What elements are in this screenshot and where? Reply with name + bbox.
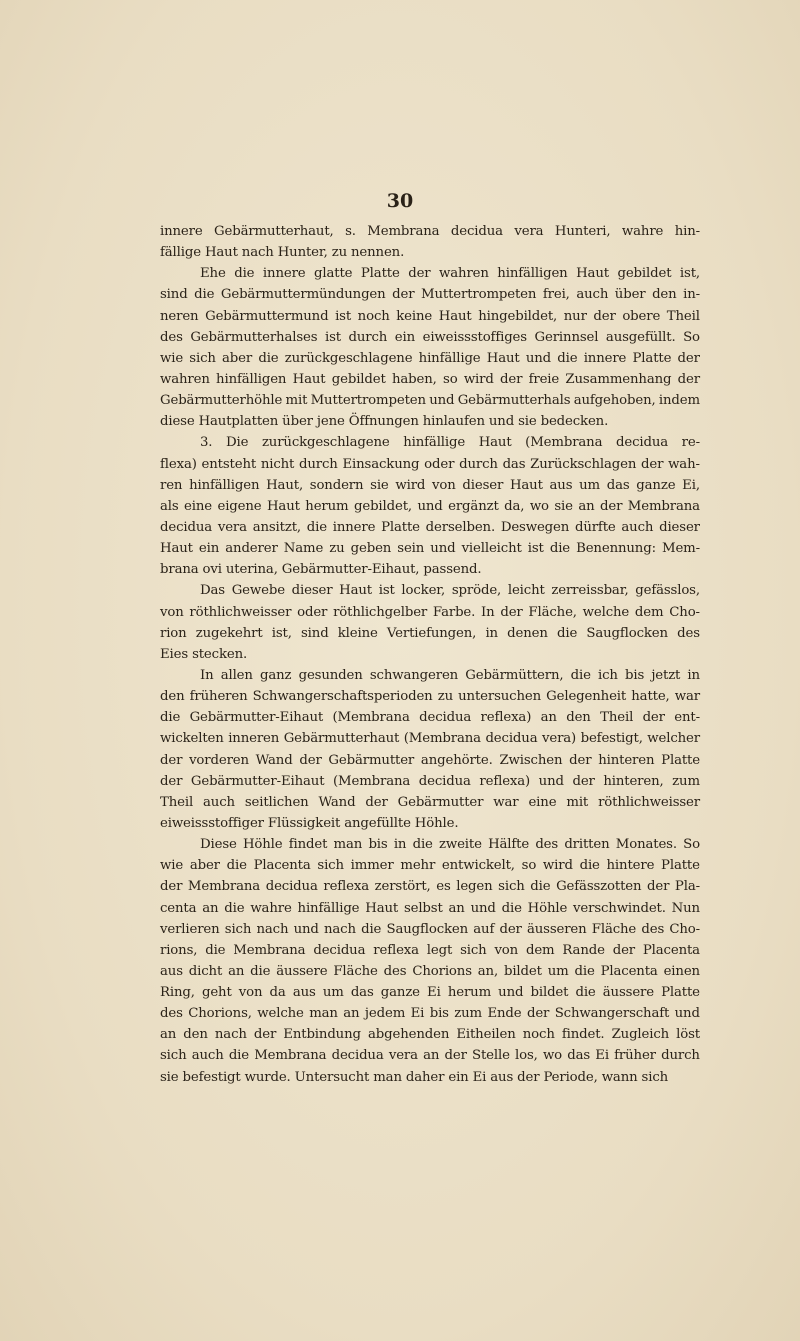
- text-line: centa an die wahre hinfällige Haut selbst an und die Höhle verschwindet. Nun: [160, 900, 700, 916]
- text-line: der Membrana decidua reflexa zerstört, es legen sich die Gefässzotten der Pla-: [160, 879, 700, 895]
- text-line: Diese Höhle findet man bis in die zweite Hälfte des dritten Monates. So: [200, 837, 700, 853]
- text-line: flexa) entsteht nicht durch Einsackung oder durch das Zurückschlagen der wah-: [160, 456, 700, 472]
- text-line: Ring, geht von da aus um das ganze Ei herum und bildet die äussere Platte: [160, 985, 700, 1001]
- text-line: ren hinfälligen Haut, sondern sie wird von dieser Haut aus um das ganze Ei,: [160, 477, 700, 493]
- text-line: wie aber die Placenta sich immer mehr entwickelt, so wird die hintere Platte: [160, 858, 700, 874]
- text-line: des Gebärmutterhalses ist durch ein eiweissstoffiges Gerinnsel ausgefüllt. So: [160, 329, 700, 345]
- text-line: wahren hinfälligen Haut gebildet haben, so wird der freie Zusammenhang der: [160, 371, 700, 387]
- text-line: decidua vera ansitzt, die innere Platte derselben. Deswegen dürfte auch dieser: [160, 519, 700, 535]
- text-line: 3. Die zurückgeschlagene hinfällige Haut (Membrana decidua re-: [200, 435, 700, 451]
- text-line: wickelten inneren Gebärmutterhaut (Membrana decidua vera) befestigt, welcher: [160, 731, 700, 747]
- text-line: der Gebärmutter-Eihaut (Membrana decidua reflexa) und der hinteren, zum: [160, 773, 700, 789]
- page-number: 30: [386, 190, 414, 212]
- text-line: wie sich aber die zurückgeschlagene hinfällige Haut und die innere Platte der: [160, 350, 700, 366]
- text-line: die Gebärmutter-Eihaut (Membrana decidua reflexa) an den Theil der ent-: [160, 710, 700, 726]
- text-line: Das Gewebe dieser Haut ist locker, spröde, leicht zerreissbar, gefässlos,: [200, 583, 700, 599]
- text-line: als eine eigene Haut herum gebildet, und ergänzt da, wo sie an der Membrana: [160, 498, 700, 514]
- text-line: sich auch die Membrana decidua vera an der Stelle los, wo das Ei früher durch: [160, 1048, 700, 1064]
- text-line: an den nach der Entbindung abgehenden Eitheilen noch findet. Zugleich löst: [160, 1027, 700, 1043]
- text-line: Ehe die innere glatte Platte der wahren hinfälligen Haut gebildet ist,: [200, 266, 700, 282]
- text-line: Eies stecken.: [160, 646, 248, 662]
- text-line: verlieren sich nach und nach die Saugflocken auf der äusseren Fläche des Cho-: [160, 921, 700, 937]
- text-line: sie befestigt wurde. Untersucht man daher ein Ei aus der Periode, wann sich: [160, 1069, 669, 1085]
- text-line: Gebärmutterhöhle mit Muttertrompeten und Gebärmutterhals aufgehoben, indem: [160, 393, 700, 409]
- text-line: fällige Haut nach Hunter, zu nennen.: [160, 245, 405, 261]
- text-line: innere Gebärmutterhaut, s. Membrana decidua vera Hunteri, wahre hin-: [160, 224, 700, 239]
- text-line: eiweissstoffiger Flüssigkeit angefüllte Höhle.: [160, 815, 459, 831]
- text-line: rions, die Membrana decidua reflexa legt sich von dem Rande der Placenta: [160, 942, 700, 958]
- text-line: von röthlichweisser oder röthlichgelber Farbe. In der Fläche, welche dem Cho-: [160, 604, 700, 620]
- text-line: In allen ganz gesunden schwangeren Gebärmüttern, die ich bis jetzt in: [200, 667, 700, 683]
- text-line: neren Gebärmuttermund ist noch keine Haut hingebildet, nur der obere Theil: [160, 308, 700, 324]
- text-line: diese Hautplatten über jene Öffnungen hinlaufen und sie bedecken.: [160, 414, 609, 430]
- text-line: brana ovi uterina, Gebärmutter-Eihaut, passend.: [160, 562, 482, 578]
- text-line: rion zugekehrt ist, sind kleine Vertiefungen, in denen die Saugflocken des: [160, 625, 700, 641]
- text-line: der vorderen Wand der Gebärmutter angehörte. Zwischen der hinteren Platte: [160, 752, 700, 768]
- text-line: Theil auch seitlichen Wand der Gebärmutter war eine mit röthlichweisser: [160, 794, 700, 810]
- text-line: den früheren Schwangerschaftsperioden zu untersuchen Gelegenheit hatte, war: [160, 689, 700, 705]
- text-line: sind die Gebärmuttermündungen der Muttertrompeten frei, auch über den in-: [160, 287, 700, 303]
- text-line: aus dicht an die äussere Fläche des Chorions an, bildet um die Placenta einen: [160, 963, 700, 979]
- text-line: Haut ein anderer Name zu geben sein und vielleicht ist die Benennung: Mem-: [160, 541, 700, 557]
- body-text: [160, 224, 700, 1091]
- text-line: des Chorions, welche man an jedem Ei bis zum Ende der Schwangerschaft und: [160, 1006, 700, 1022]
